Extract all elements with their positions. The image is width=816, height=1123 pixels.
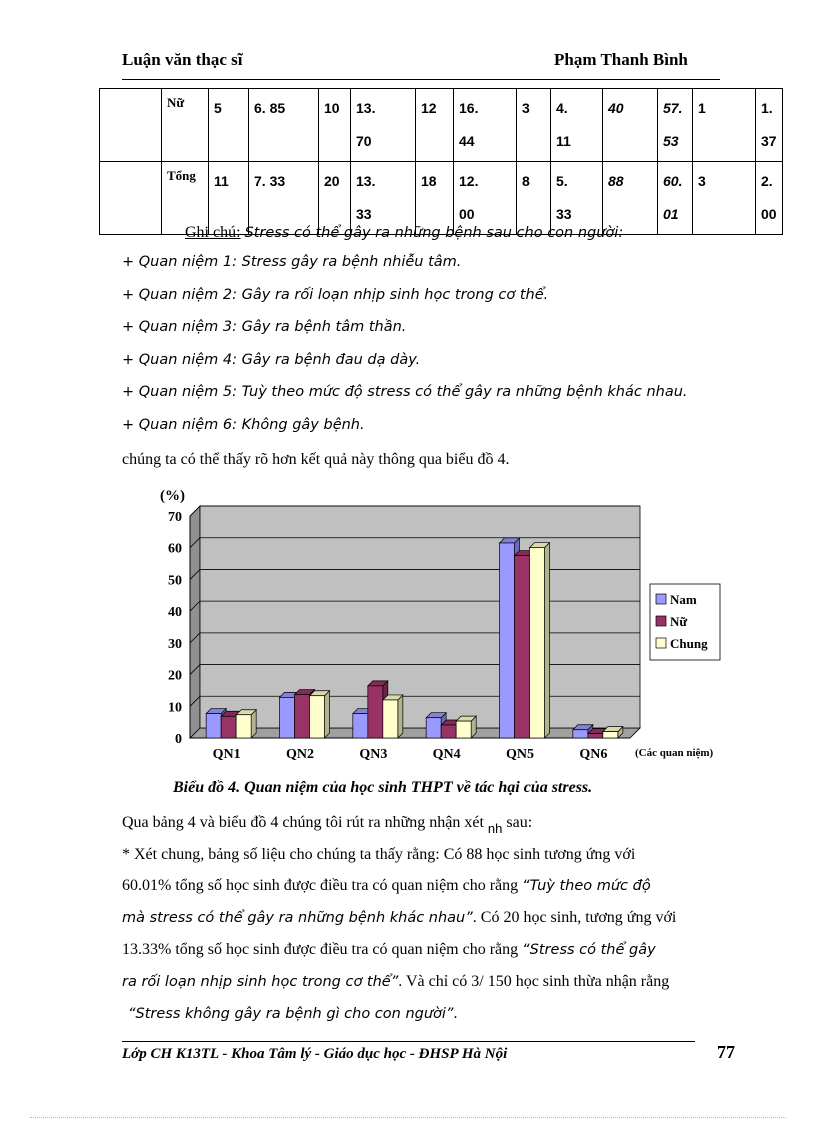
y-tick-label: 20 <box>168 668 182 684</box>
data-table <box>99 88 783 235</box>
legend-swatch <box>656 638 666 648</box>
p2-line-5-a: ra rối loạn nhịp sinh học trong cơ thể” <box>122 974 399 990</box>
bar-nam <box>353 714 368 738</box>
p2-line-5 <box>122 966 722 998</box>
table-cell: 88 <box>603 162 658 235</box>
x-tick-label: QN3 <box>359 747 388 762</box>
bar-nữ <box>221 716 236 738</box>
y-tick-label: 40 <box>168 605 182 621</box>
chart-side-wall <box>190 506 200 738</box>
p2-line-3 <box>122 902 722 934</box>
bar-side <box>545 543 550 738</box>
table-cell-empty <box>100 162 162 235</box>
y-axis-label: (%) <box>160 488 185 504</box>
y-tick-label: 50 <box>168 573 182 589</box>
table-row-label: Nữ <box>162 89 209 162</box>
table-cell: 3 <box>693 162 756 235</box>
note-item: + Quan niệm 4: Gây ra bệnh đau dạ dày. <box>122 351 421 368</box>
p2-line-6-b: . <box>453 1005 458 1022</box>
p2-line-4-a: 13.33% tổng số học sinh được điều tra có quan niệm cho rằng <box>122 941 523 958</box>
table-cell: 12. 00 <box>454 162 517 235</box>
bar-nam <box>280 697 295 738</box>
bar-nữ <box>368 686 383 738</box>
note-item-row <box>122 253 461 271</box>
p1-tail: sau: <box>506 814 533 831</box>
p2-line-4-b: “Stress có thể gây <box>522 942 656 958</box>
bar-side <box>325 691 330 738</box>
bar-nam <box>500 543 515 738</box>
chart-caption: Biểu đồ 4. Quan niệm của học sinh THPT về tác hại của stress. <box>173 779 593 796</box>
p2-line-1: * Xét chung, bảng số liệu cho chúng ta thấy rằng: Có 88 học sinh tương ứng với <box>122 846 636 863</box>
note-item: + Quan niệm 5: Tuỳ theo mức độ stress có thể gây ra những bệnh khác nhau. <box>122 384 688 401</box>
x-axis-label: (Các quan niệm) <box>635 747 714 759</box>
p2-line-3-b: . Có 20 học sinh, tương ứng với <box>472 909 677 926</box>
legend-swatch <box>656 616 666 626</box>
note-intro-text: Stress có thể gây ra những bệnh sau cho con người: <box>244 225 624 241</box>
legend-label: Nữ <box>670 614 688 629</box>
table-cell: 11 <box>209 162 249 235</box>
x-tick-label: QN4 <box>432 747 461 762</box>
table-cell: 40 <box>603 89 658 162</box>
note-item-row <box>122 318 406 336</box>
table-cell: 6. 85 <box>249 89 319 162</box>
page-bottom-edge <box>30 1117 786 1118</box>
x-tick-label: QN2 <box>286 747 314 762</box>
header-rule <box>122 79 720 80</box>
p2-line-2 <box>122 870 722 902</box>
bar-chung <box>530 548 545 738</box>
note-lead: chúng ta có thể thấy rõ hơn kết quả này thông qua biểu đồ 4. <box>122 451 510 468</box>
table-cell: 7. 33 <box>249 162 319 235</box>
chart-plot-area <box>200 506 640 728</box>
table-cell: 13. 33 <box>351 162 416 235</box>
bar-chung <box>310 696 325 738</box>
note-item: + Quan niệm 3: Gây ra bệnh tâm thần. <box>122 319 407 336</box>
page-number: 77 <box>717 1042 735 1062</box>
p2-line-2-a: 60.01% tổng số học sinh được điều tra có quan niệm cho rằng <box>122 877 523 894</box>
table-cell: 12 <box>416 89 454 162</box>
p1-sub: nh <box>487 821 503 836</box>
p2-line-2-b: “Tuỳ theo mức độ <box>522 878 651 894</box>
bar-chung <box>603 732 618 738</box>
bar-chart <box>150 480 750 772</box>
note-item-row <box>122 383 688 401</box>
note-item: + Quan niệm 6: Không gây bệnh. <box>122 417 365 433</box>
bar-nam <box>573 730 588 738</box>
table-cell: 4. 11 <box>551 89 603 162</box>
p2-line-6 <box>122 998 722 1030</box>
y-tick-label: 30 <box>168 636 182 652</box>
bar-nam <box>206 714 221 738</box>
y-tick-label: 10 <box>168 700 182 716</box>
paragraph-2 <box>122 839 722 1030</box>
table-cell: 10 <box>319 89 351 162</box>
table-cell: 1. 37 <box>756 89 783 162</box>
table-cell: 8 <box>517 162 551 235</box>
x-tick-label: QN5 <box>506 747 534 762</box>
table-cell: 13. 70 <box>351 89 416 162</box>
header-left: Luận văn thạc sĩ <box>122 50 243 69</box>
x-tick-label: QN6 <box>579 747 608 762</box>
bar-side <box>398 695 403 738</box>
bar-nữ <box>441 725 456 738</box>
note-item: + Quan niệm 2: Gây ra rối loạn nhịp sinh học trong cơ thể. <box>122 286 549 303</box>
p2-line-3-a: mà stress có thể gây ra những bệnh khác nhau” <box>122 910 473 926</box>
table-cell: 60. 01 <box>658 162 693 235</box>
note-intro <box>185 224 623 242</box>
y-tick-label: 0 <box>175 732 182 747</box>
p2-line-4 <box>122 934 722 966</box>
footer-rule <box>122 1041 695 1042</box>
bar-chung <box>456 721 471 738</box>
table-cell: 5 <box>209 89 249 162</box>
bar-chung <box>236 715 251 738</box>
legend-swatch <box>656 594 666 604</box>
note-item-row <box>122 351 420 369</box>
p1-text: Qua bảng 4 và biểu đồ 4 chúng tôi rút ra những nhận xét <box>122 814 484 831</box>
table-row-label: Tổng <box>162 162 209 235</box>
y-tick-label: 70 <box>168 510 182 525</box>
bar-nữ <box>515 556 530 738</box>
table-cell: 3 <box>517 89 551 162</box>
note-item-row <box>122 286 548 304</box>
legend-label: Nam <box>670 592 697 607</box>
footer-text: Lớp CH K13TL - Khoa Tâm lý - Giáo dục học - ĐHSP Hà Nội <box>122 1046 508 1062</box>
y-tick-label: 60 <box>168 541 182 557</box>
note-item: + Quan niệm 1: Stress gây ra bệnh nhiễu tâm. <box>122 254 462 270</box>
table-cell-empty <box>100 89 162 162</box>
note-item-row <box>122 416 365 434</box>
bar-chung <box>383 700 398 738</box>
table-cell: 1 <box>693 89 756 162</box>
table-cell: 57. 53 <box>658 89 693 162</box>
note-label: Ghi chú: <box>185 224 241 241</box>
legend-label: Chung <box>670 636 708 651</box>
table-cell: 18 <box>416 162 454 235</box>
table-row <box>100 89 783 162</box>
table-cell: 20 <box>319 162 351 235</box>
p2-line-6-a: “Stress không gây ra bệnh gì cho con người” <box>128 1006 454 1022</box>
bar-nữ <box>295 695 310 738</box>
header-right: Phạm Thanh Bình <box>554 50 688 69</box>
bar-nữ <box>588 734 603 738</box>
bar-nam <box>426 718 441 738</box>
table-cell: 2. 00 <box>756 162 783 235</box>
table-cell: 5. 33 <box>551 162 603 235</box>
p2-line-5-b: . Và chỉ có 3/ 150 học sinh thừa nhận rằng <box>398 973 670 990</box>
table-cell: 16. 44 <box>454 89 517 162</box>
x-tick-label: QN1 <box>212 747 241 762</box>
